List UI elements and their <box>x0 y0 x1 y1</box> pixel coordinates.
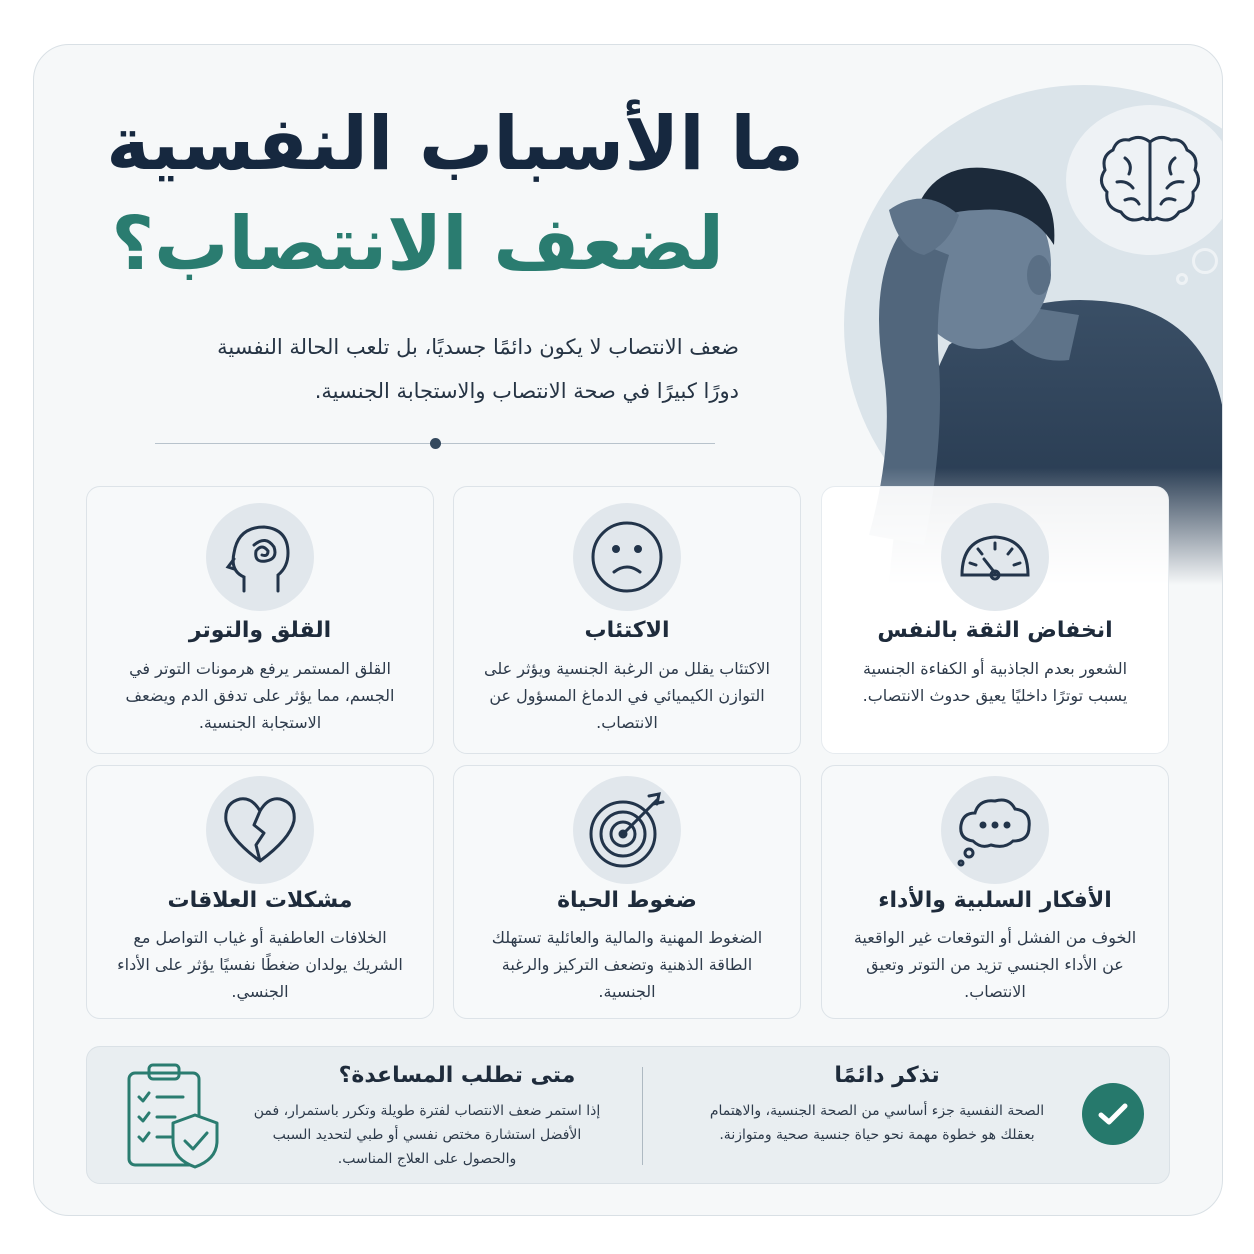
sad-face-icon <box>573 503 681 611</box>
divider-dot <box>430 438 441 449</box>
card-anxiety <box>86 486 434 754</box>
broken-heart-icon <box>206 776 314 884</box>
card-depression <box>453 486 801 754</box>
gauge-icon <box>941 503 1049 611</box>
brain-icon <box>1095 130 1205 230</box>
intro-line2: دورًا كبيرًا في صحة الانتصاب والاستجابة الجنسية. <box>314 379 739 403</box>
thought-bubble-small <box>1192 248 1218 274</box>
page-title-line2: لضعف الانتصاب؟ <box>111 201 724 287</box>
card-title: القلق والتوتر <box>188 618 332 643</box>
card-title: ضغوط الحياة <box>557 888 697 913</box>
intro-line1: ضعف الانتصاب لا يكون دائمًا جسديًا، بل تلعب الحالة النفسية <box>217 335 739 359</box>
help-title: متى تطلب المساعدة؟ <box>338 1063 576 1088</box>
card-text: القلق المستمر يرفع هرمونات التوتر في الجسم، مما يؤثر على تدفق الدم ويضعف الاستجابة الجنسية. <box>125 659 395 732</box>
clipboard-shield-icon <box>125 1061 221 1171</box>
anxious-head-icon <box>206 503 314 611</box>
help-text: إذا استمر ضعف الانتصاب لفترة طويلة وتكرر باستمرار، فمن الأفضل استشارة مختص نفسي أو طبي لتحديد السبب والحصول على العلاج المناسب. <box>253 1103 601 1167</box>
card-text: الشعور بعدم الجاذبية أو الكفاءة الجنسية يسبب توترًا داخليًا يعيق حدوث الانتصاب. <box>862 659 1128 705</box>
checkmark-icon <box>1082 1083 1144 1145</box>
card-life-stress <box>453 765 801 1019</box>
card-low-confidence <box>821 486 1169 754</box>
intro-text <box>99 325 739 413</box>
card-text: الاكتئاب يقلل من الرغبة الجنسية ويؤثر على التوازن الكيميائي في الدماغ المسؤول عن الانتصاب. <box>484 659 770 732</box>
bottom-separator <box>642 1067 643 1165</box>
thought-bubble-icon <box>941 776 1049 884</box>
remember-title: تذكر دائمًا <box>834 1063 940 1088</box>
thought-bubble <box>1066 105 1223 255</box>
bottom-panel <box>86 1046 1170 1184</box>
card-relationships <box>86 765 434 1019</box>
card-text: الخوف من الفشل أو التوقعات غير الواقعية عن الأداء الجنسي تزيد من التوتر وتعيق الانتصاب. <box>853 928 1137 1001</box>
card-negative-thoughts <box>821 765 1169 1019</box>
card-text: الخلافات العاطفية أو غياب التواصل مع الشريك يولدان ضغطًا نفسيًا يؤثر على الأداء الجنسي. <box>117 928 403 1001</box>
card-title: الاكتئاب <box>584 618 670 643</box>
card-title: الأفكار السلبية والأداء <box>878 888 1112 913</box>
card-title: انخفاض الثقة بالنفس <box>877 618 1113 643</box>
target-icon <box>573 776 681 884</box>
page-title-line1: ما الأسباب النفسية <box>106 101 804 187</box>
thought-bubble-tiny <box>1176 273 1188 285</box>
card-text: الضغوط المهنية والمالية والعائلية تستهلك الطاقة الذهنية وتضعف التركيز والرغبة الجنسية. <box>491 928 763 1001</box>
remember-text: الصحة النفسية جزء أساسي من الصحة الجنسية، والاهتمام بعقلك هو خطوة مهمة نحو حياة جنسية صحية ومتوازنة. <box>709 1103 1045 1143</box>
card-title: مشكلات العلاقات <box>167 888 353 913</box>
